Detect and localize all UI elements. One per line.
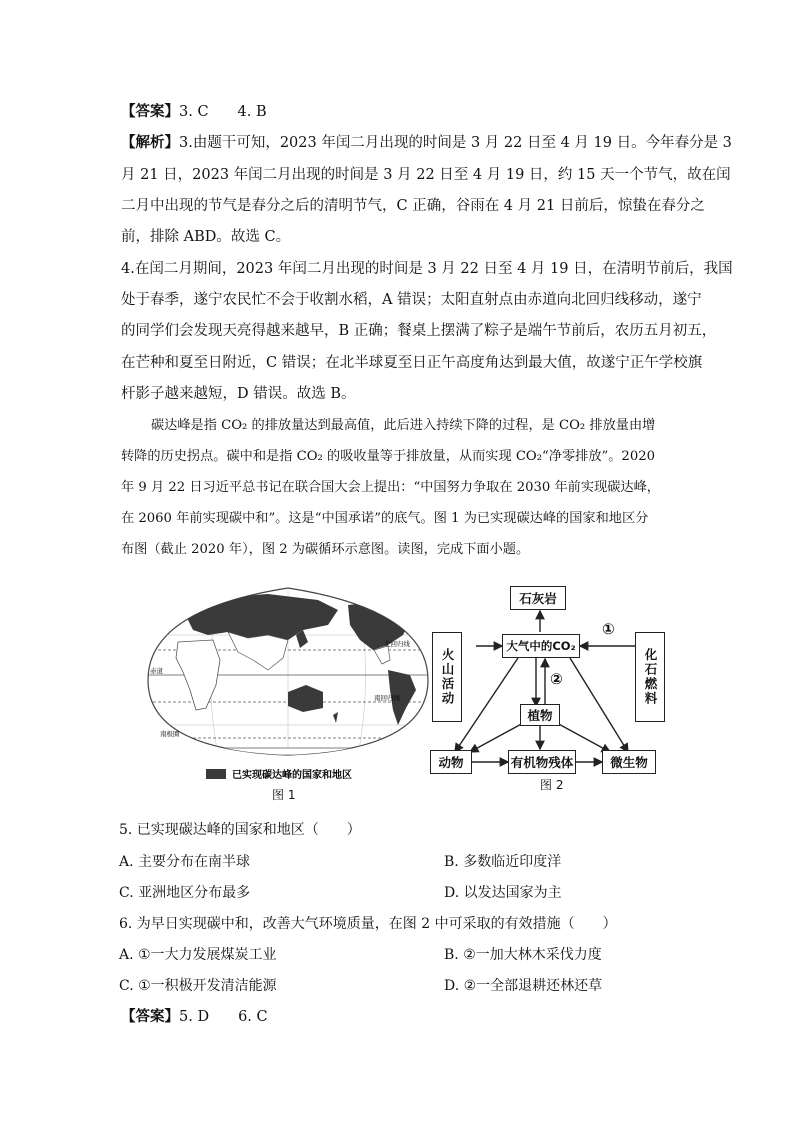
analysis-line-2: 月 21 日，2023 年闰二月出现的时间是 3 月 22 日至 4 月 19 日，约 15 天一个节气，故在闰 [121,167,731,183]
world-map [138,580,438,785]
passage-line-5: 布图（截止 2020 年），图 2 为碳循环示意图。读图，完成下面小题。 [121,542,530,557]
analysis-line-1 [121,133,732,153]
figure-2-caption: 图 2 [540,778,564,792]
box-limestone: 石灰岩 [510,586,566,610]
q6-option-b: B. ②一加大林木采伐力度 [444,947,602,963]
answer-line-56 [121,1007,268,1027]
analysis-line-8: 在芒种和夏至日附近，C 错误；在北半球夏至日正午高度角达到最大值，故遂宁正午学校旗 [121,355,703,371]
passage-line-2: 转降的历史拐点。碳中和是指 CO₂ 的吸收量等于排放量，从而实现 CO₂“净零排放”。2020 [121,449,655,464]
answer-tag: 【答案】 [121,103,179,120]
q5-option-d: D. 以发达国家为主 [444,885,562,901]
label-equator: 赤道 [150,667,163,675]
label-antarctic-circle: 南极圈 [160,730,180,738]
box-fossil-fuel: 化石燃料 [635,632,665,722]
analysis-line-5: 4.在闰二月期间，2023 年闰二月出现的时间是 3 月 22 日至 4 月 19 日，在清明节前后，我国 [121,261,733,277]
analysis-line-3: 二月中出现的节气是春分之后的清明节气，C 正确，谷雨在 4 月 21 日前后，惊蛰在春分之 [121,198,705,214]
analysis-line-7: 的同学们会发现天亮得越来越早，B 正确；餐桌上摆满了粽子是端午节前后，农历五月初五， [121,323,717,339]
analysis-line-6: 处于春季，遂宁农民忙不会于收割水稻，A 错误；太阳直射点由赤道向北回归线移动，遂宁 [121,292,702,308]
passage-line-1: 碳达峰是指 CO₂ 的排放量达到最高值，此后进入持续下降的过程，是 CO₂ 排放量由增 [151,418,656,433]
q5-stem: 5. 已实现碳达峰的国家和地区（ ） [119,822,361,838]
q5-option-c: C. 亚洲地区分布最多 [119,885,251,901]
analysis-line-4: 前，排除 ABD。故选 C。 [121,229,291,245]
q6-option-a: A. ①一大力发展煤炭工业 [119,947,277,963]
analysis-line-9: 杆影子越来越短，D 错误。故选 B。 [121,386,356,402]
figure-2-diagram [430,584,670,784]
analysis-text: 3.由题干可知，2023 年闰二月出现的时间是 3 月 22 日至 4 月 19 日。今年春分是 3 [179,135,732,151]
label-tropic-cancer: 北回归线 [384,640,410,648]
marker-2: ② [550,670,563,688]
box-volcano: 火山活动 [432,632,462,722]
box-microbe: 微生物 [602,750,656,774]
box-atmospheric-co2: 大气中的CO₂ [502,634,580,658]
q5-option-b: B. 多数临近印度洋 [444,854,562,870]
passage-line-3: 年 9 月 22 日习近平总书记在联合国大会上提出：“中国努力争取在 2030 年前实现碳达峰， [121,480,660,495]
label-tropic-capricorn: 南回归线 [374,694,400,702]
passage-line-4: 在 2060 年前实现碳中和”。这是“中国承诺”的底气。图 1 为已实现碳达峰的国家和地区分 [121,511,649,526]
figure-1-caption: 图 1 [272,788,296,802]
box-organic-residue: 有机物残体 [508,750,576,774]
box-animal: 动物 [430,750,472,774]
analysis-tag: 【解析】 [121,134,179,151]
answer-text-56: 5. D 6. C [179,1009,268,1025]
figure-1-map [138,580,438,785]
legend-label: 已实现碳达峰的国家和地区 [232,770,352,781]
answer-line-34 [121,102,267,122]
answer-tag-56: 【答案】 [121,1008,179,1025]
q6-option-d: D. ②一全部退耕还林还草 [444,978,603,994]
q6-option-c: C. ①一积极开发清洁能源 [119,978,277,994]
answer-text: 3. C 4. B [179,104,267,120]
marker-1: ① [602,620,615,638]
q5-option-a: A. 主要分布在南半球 [119,854,251,870]
legend-swatch [206,769,226,779]
q6-stem: 6. 为早日实现碳中和，改善大气环境质量，在图 2 中可采取的有效措施（ ） [119,916,617,932]
box-plant: 植物 [520,704,560,726]
